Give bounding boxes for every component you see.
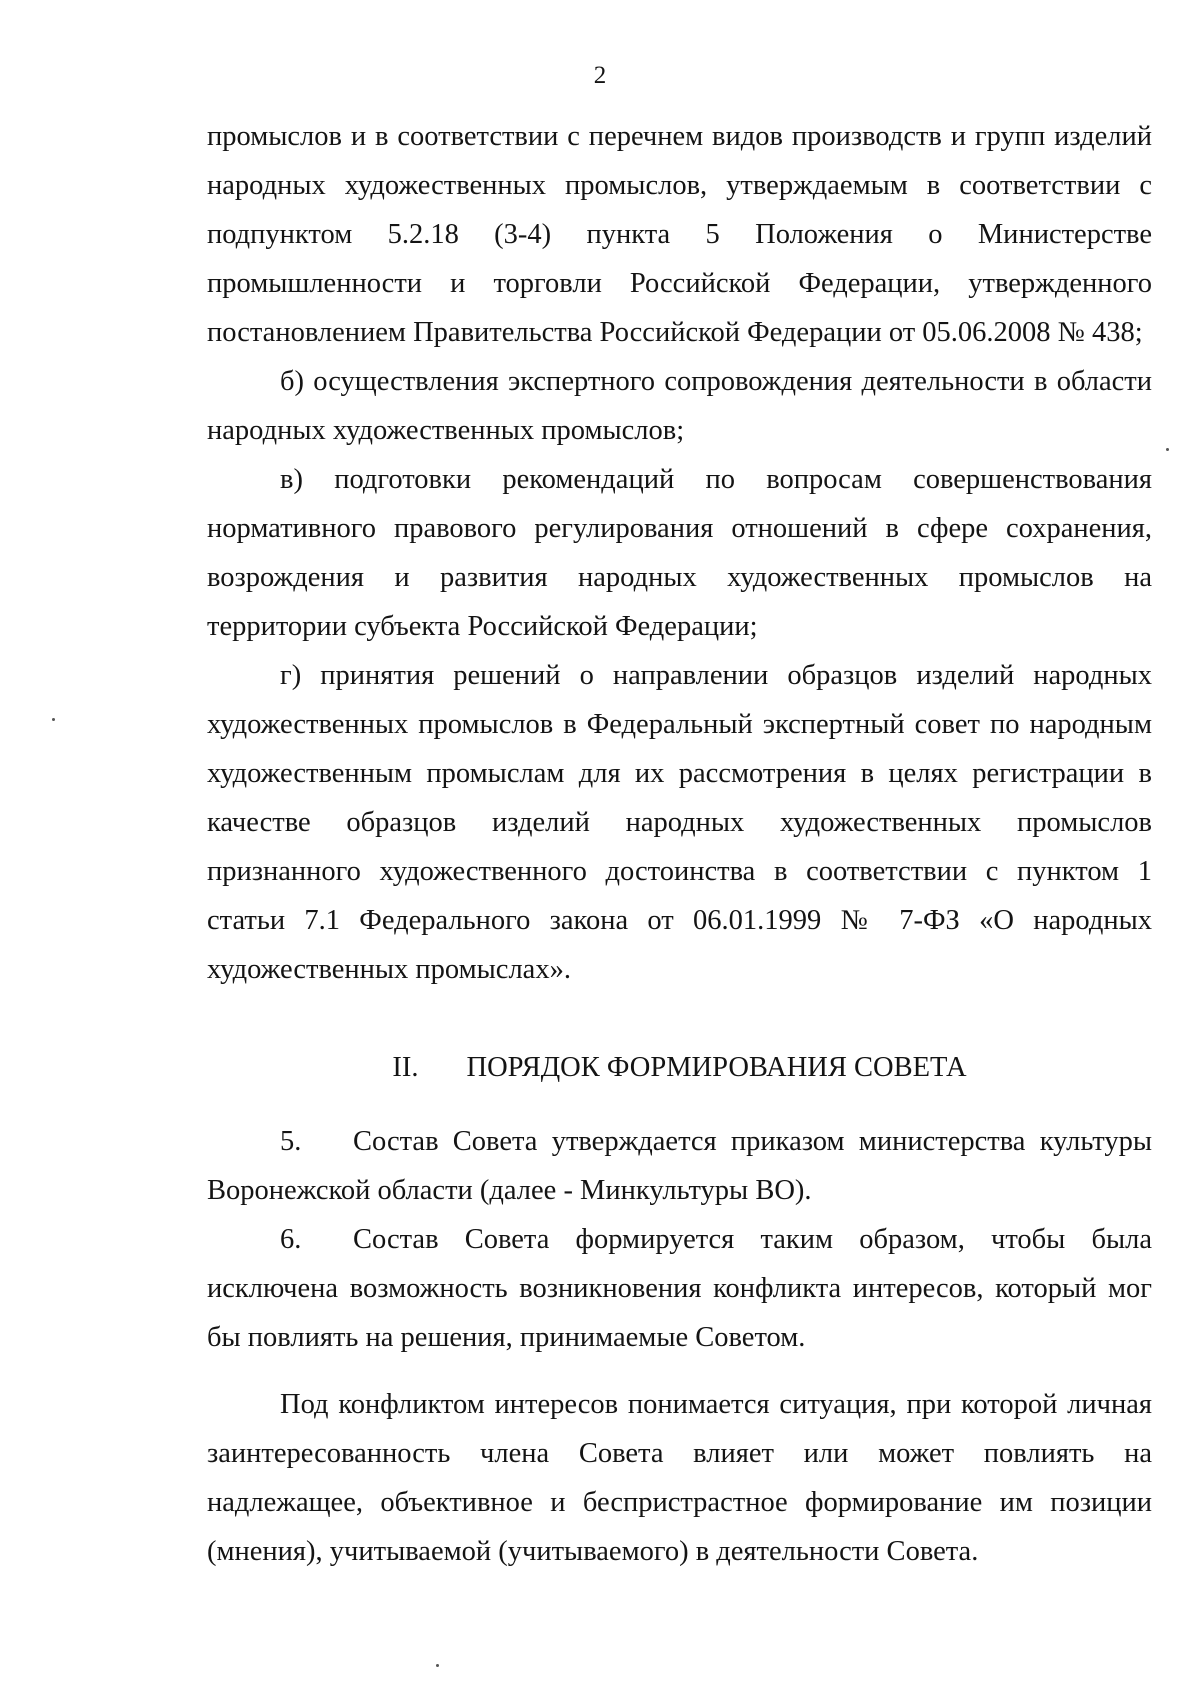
spacer xyxy=(207,1362,1152,1380)
section-title: ПОРЯДОК ФОРМИРОВАНИЯ СОВЕТА xyxy=(466,1052,967,1083)
scan-speck xyxy=(52,718,55,721)
item-text: Состав Совета формируется таким образом, чтобы была исключена возможность возникновения конфликта интересов, который мог бы повлиять на решения, принимаемые Советом. xyxy=(207,1224,1152,1353)
item-number: 5. xyxy=(280,1126,302,1157)
paragraph-item-g: г) принятия решений о направлении образцов изделий народных художественных промыслов в Федеральный экспертный совет по народным художественным промыслам для их рассмотрения в целях регистрации в качестве образцов изделий народных художественных промыслов признанного художественного достоинства в соответствии с пунктом 1 статьи 7.1 Федерального закона от 06.01.1999 № 7-ФЗ «О народных художественных промыслах». xyxy=(207,660,1152,985)
item-text: Состав Совета утверждается приказом министерства культуры Воронежской области (далее - Минкультуры ВО). xyxy=(207,1126,1152,1206)
page-number: 2 xyxy=(593,62,607,89)
paragraph-item-5 xyxy=(207,1117,1152,1215)
paragraph-continuation: промыслов и в соответствии с перечнем видов производств и групп изделий народных художественных промыслов, утверждаемым в соответствии с подпунктом 5.2.18 (3-4) пункта 5 Положения о Министерстве промышленности и торговли Российской Федерации, утвержденного постановлением Правительства Российской Федерации от 05.06.2008 № 438; xyxy=(207,121,1152,348)
spacer xyxy=(207,1092,1152,1117)
paragraph-conflict-definition: Под конфликтом интересов понимается ситуация, при которой личная заинтересованность члена Совета влияет или может повлиять на надлежащее, объективное и беспристрастное формирование им позиции (мнения), учитываемой (учитываемого) в деятельности Совета. xyxy=(207,1389,1152,1567)
paragraph-item-v: в) подготовки рекомендаций по вопросам совершенствования нормативного правового регулирования отношений в сфере сохранения, возрождения и развития народных художественных промыслов на территории субъекта Российской Федерации; xyxy=(207,464,1152,642)
scan-speck xyxy=(1166,448,1169,451)
section-number: II. xyxy=(392,1052,419,1083)
paragraph-item-6 xyxy=(207,1215,1152,1362)
document-body xyxy=(207,112,1152,1576)
section-heading xyxy=(207,1043,1152,1092)
item-number: 6. xyxy=(280,1224,302,1255)
scan-speck xyxy=(436,1664,439,1667)
paragraph-item-b: б) осуществления экспертного сопровождения деятельности в области народных художественных промыслов; xyxy=(207,366,1152,446)
spacer xyxy=(207,994,1152,1043)
